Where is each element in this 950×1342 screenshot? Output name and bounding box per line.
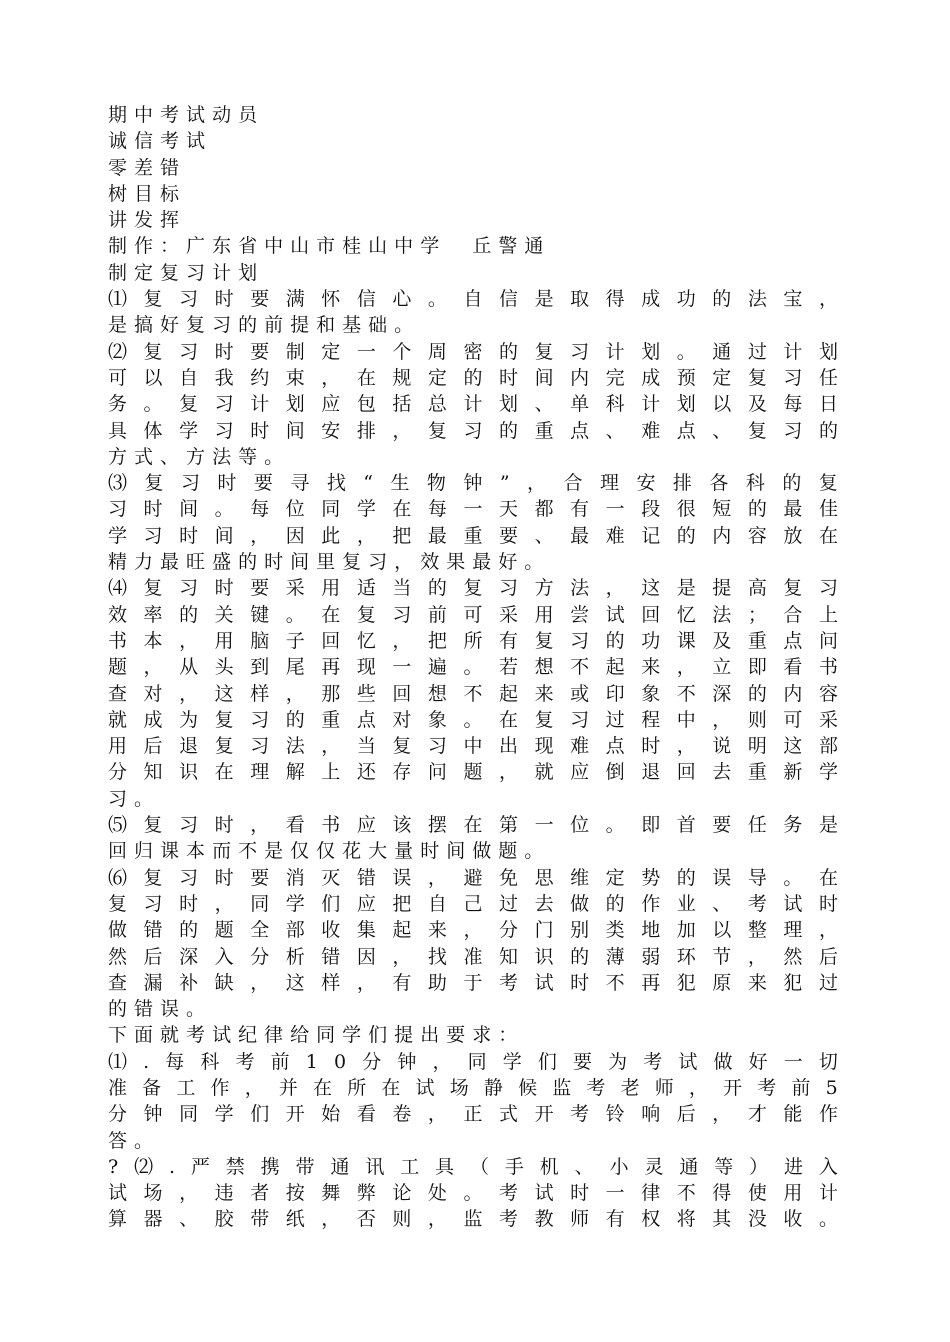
text-line: 下 面 就 考 试 纪 律 给 同 学 们 提 出 要 求 ： [108,1024,518,1047]
text-line: ⑵ 复 习 时 要 制 定 一 个 周 密 的 复 习 计 划 。 通 过 计 划 [108,340,838,363]
text-line: 回 归 课 本 而 不 是 仅 仅 花 大 量 时 间 做 题 。 [108,840,544,863]
text-line: 查 对 ， 这 样 ， 那 些 回 想 不 起 来 或 印 象 不 深 的 内 容 [108,682,838,705]
text-line: 准 备 工 作 ， 并 在 所 在 试 场 静 候 监 考 老 师 ， 开 考 前 5 [108,1076,838,1099]
text-line: 具 体 学 习 时 间 安 排 ， 复 习 的 重 点 、 难 点 、 复 习 的 [108,419,838,442]
text-line: 分 知 识 在 理 解 上 还 存 问 题 ， 就 应 倒 退 回 去 重 新 学 [108,761,838,784]
text-line: 精 力 最 旺 盛 的 时 间 里 复 习 ， 效 果 最 好 。 [108,551,544,574]
text-line: ⑴ 复 习 时 要 满 怀 信 心 。 自 信 是 取 得 成 功 的 法 宝 ， [108,288,838,311]
text-line: 就 成 为 复 习 的 重 点 对 象 。 在 复 习 过 程 中 ， 则 可 采 [108,708,838,731]
text-line: 方 式 、 方 法 等 。 [108,445,284,468]
text-line: 树 目 标 [108,182,180,205]
text-line: 分 钟 同 学 们 开 始 看 卷 ， 正 式 开 考 铃 响 后 ， 才 能 作 [108,1103,838,1126]
text-line: ⑹ 复 习 时 要 消 灭 错 误 ， 避 免 思 维 定 势 的 误 导 。 在 [108,866,838,889]
text-line: 的 错 误 。 [108,998,206,1021]
text-line: 是 搞 好 复 习 的 前 提 和 基 础 。 [108,314,414,337]
text-line: 查 漏 补 缺 ， 这 样 ， 有 助 于 考 试 时 不 再 犯 原 来 犯 过 [108,971,838,994]
text-line: 习 。 [108,787,154,810]
text-line: 制 定 复 习 计 划 [108,261,258,284]
text-line: 做 错 的 题 全 部 收 集 起 来 ， 分 门 别 类 地 加 以 整 理 ， [108,919,838,942]
text-line: 期 中 考 试 动 员 [108,104,258,126]
text-line: ⑸ 复 习 时 ， 看 书 应 该 摆 在 第 一 位 。 即 首 要 任 务 是 [108,814,838,837]
text-line: 试 场 ， 违 者 按 舞 弊 论 处 。 考 试 时 一 律 不 得 使 用 计 [108,1182,838,1205]
text-line: 习 时 间 。 每 位 同 学 在 每 一 天 都 有 一 段 很 短 的 最 佳 [108,498,838,521]
text-line: 复 习 时 ， 同 学 们 应 把 自 己 过 去 做 的 作 业 、 考 试 时 [108,892,838,915]
text-line: ? ⑵ . 严 禁 携 带 通 讯 工 具 （ 手 机 、 小 灵 通 等 ） 进 入 [108,1155,838,1178]
text-line: 用 后 退 复 习 法 ， 当 复 习 中 出 现 难 点 时 ， 说 明 这 部 [108,735,838,758]
text-line: 学 习 时 间 ， 因 此 ， 把 最 重 要 、 最 难 记 的 内 容 放 在 [108,524,838,547]
text-line: 零 差 错 [108,156,180,179]
text-line: ⑴ . 每 科 考 前 1 0 分 钟 ， 同 学 们 要 为 考 试 做 好 一 切 [108,1050,838,1073]
text-line: 题 ， 从 头 到 尾 再 现 一 遍 。 若 想 不 起 来 ， 立 即 看 书 [108,656,838,679]
text-line: 诚 信 考 试 [108,130,206,153]
text-line: 书 本 ， 用 脑 子 回 忆 ， 把 所 有 复 习 的 功 课 及 重 点 问 [108,629,838,652]
document-body [108,102,838,1233]
text-line: 讲 发 挥 [108,209,180,232]
text-line: ⑶ 复 习 时 要 寻 找 “ 生 物 钟 ” ， 合 理 安 排 各 科 的 复 [108,472,838,495]
text-line: 答 。 [108,1129,154,1152]
text-line: 制 作 ： 广 东 省 中 山 市 桂 山 中 学 丘 警 通 [108,235,544,258]
text-line: 算 器 、 胶 带 纸 ， 否 则 ， 监 考 教 师 有 权 将 其 没 收 。 [108,1208,838,1231]
text-line: 可 以 自 我 约 束 ， 在 规 定 的 时 间 内 完 成 预 定 复 习 任 [108,366,838,389]
text-line: 然 后 深 入 分 析 错 因 ， 找 准 知 识 的 薄 弱 环 节 ， 然 后 [108,945,838,968]
text-line: 务 。 复 习 计 划 应 包 括 总 计 划 、 单 科 计 划 以 及 每 日 [108,393,838,416]
text-line: 效 率 的 关 键 。 在 复 习 前 可 采 用 尝 试 回 忆 法 ； 合 上 [108,603,838,626]
text-line: ⑷ 复 习 时 要 采 用 适 当 的 复 习 方 法 ， 这 是 提 高 复 习 [108,577,838,600]
